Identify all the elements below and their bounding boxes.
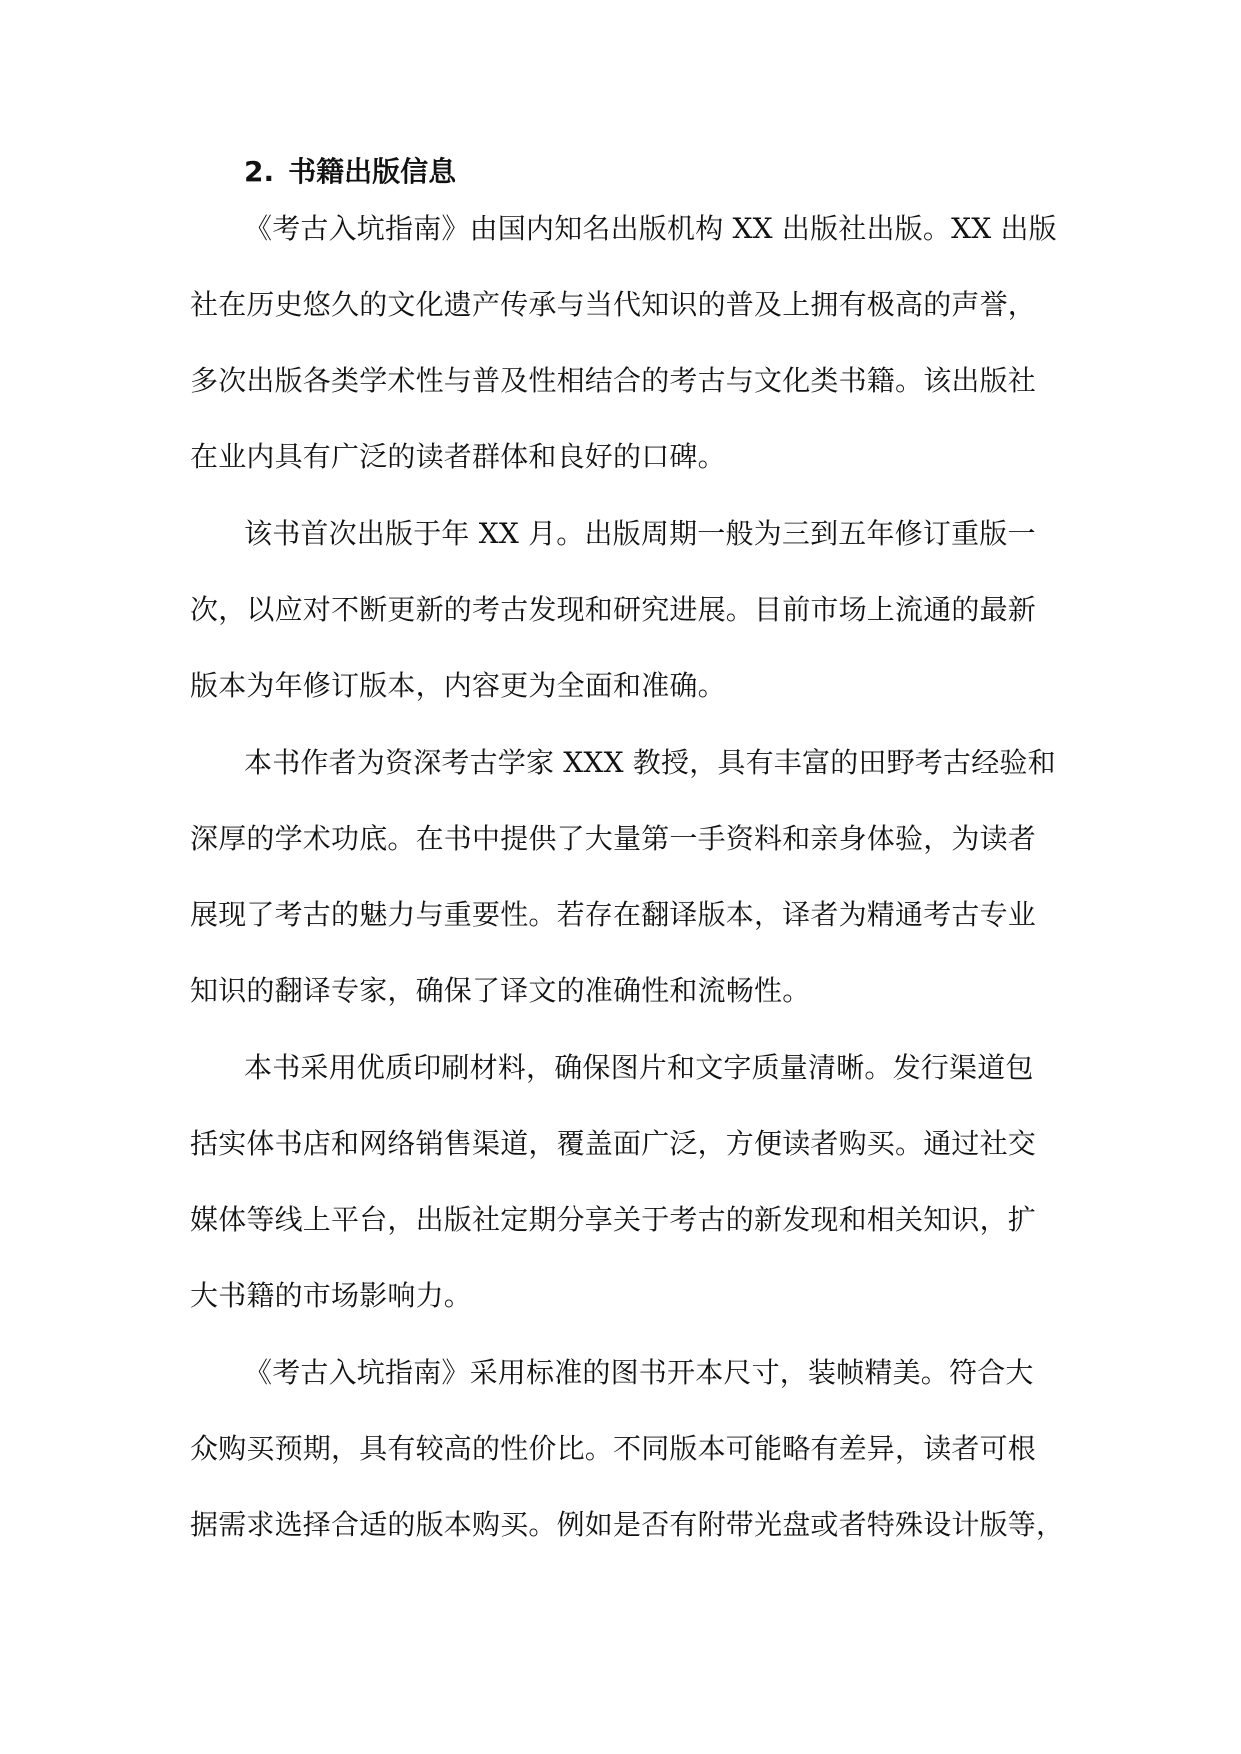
section-title: 书籍出版信息 (288, 155, 457, 188)
paragraph-line: 次，以应对不断更新的考古发现和研究进展。目前市场上流通的最新 (190, 593, 1037, 626)
paragraph-line: 媒体等线上平台，出版社定期分享关于考古的新发现和相关知识，扩 (190, 1203, 1037, 1236)
paragraph-line: 《考古入坑指南》采用标准的图书开本尺寸，装帧精美。符合大 (244, 1356, 1034, 1389)
section-heading (244, 148, 456, 196)
paragraph-line: 括实体书店和网络销售渠道，覆盖面广泛，方便读者购买。通过社交 (190, 1127, 1037, 1160)
paragraph-line: 本书采用优质印刷材料，确保图片和文字质量清晰。发行渠道包 (244, 1051, 1034, 1084)
paragraph-line: 众购买预期，具有较高的性价比。不同版本可能略有差异，读者可根 (190, 1432, 1037, 1465)
paragraph-line: 该书首次出版于年 XX 月。出版周期一般为三到五年修订重版一 (244, 517, 1036, 550)
paragraph-line: 大书籍的市场影响力。 (190, 1279, 473, 1312)
paragraph-line: 版本为年修订版本，内容更为全面和准确。 (190, 669, 726, 702)
paragraph-line: 展现了考古的魅力与重要性。若存在翻译版本，译者为精通考古专业 (190, 898, 1037, 931)
paragraph-line: 在业内具有广泛的读者群体和良好的口碑。 (190, 440, 726, 473)
paragraph-line: 本书作者为资深考古学家 XXX 教授，具有丰富的田野考古经验和 (244, 746, 1056, 779)
section-number: 2. (244, 155, 275, 188)
paragraph-line: 多次出版各类学术性与普及性相结合的考古与文化类书籍。该出版社 (190, 364, 1037, 397)
paragraph-line: 知识的翻译专家，确保了译文的准确性和流畅性。 (190, 974, 811, 1007)
paragraph-line: 深厚的学术功底。在书中提供了大量第一手资料和亲身体验，为读者 (190, 822, 1037, 855)
paragraph-line: 据需求选择合适的版本购买。例如是否有附带光盘或者特殊设计版等， (190, 1508, 1065, 1541)
paragraph-line: 《考古入坑指南》由国内知名出版机构 XX 出版社出版。XX 出版 (244, 212, 1057, 245)
paragraph-line: 社在历史悠久的文化遗产传承与当代知识的普及上拥有极高的声誉， (190, 288, 1037, 321)
